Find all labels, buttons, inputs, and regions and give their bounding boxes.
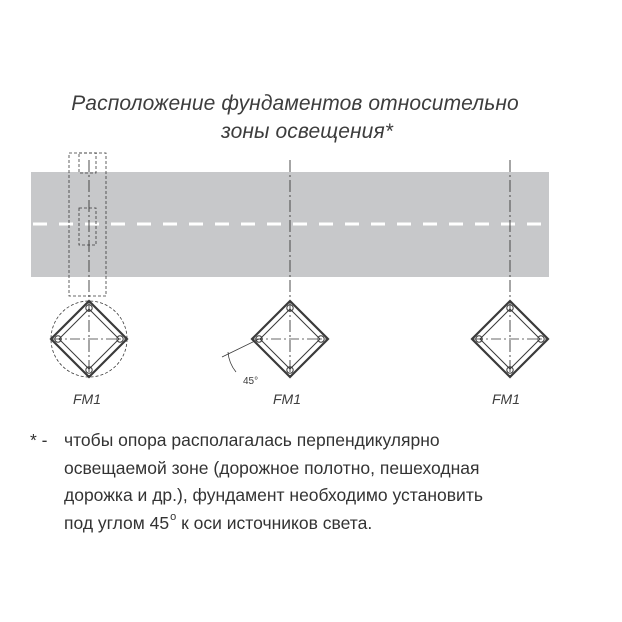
foundation-label-right: FM1 bbox=[492, 391, 520, 407]
foundation-label-left: FM1 bbox=[73, 391, 101, 407]
diagram-title-line-2: зоны освещения* bbox=[220, 120, 394, 143]
footnote-line-2: освещаемой зоне (дорожное полотно, пешеходная bbox=[64, 458, 480, 478]
footnote-marker: * - bbox=[30, 430, 48, 450]
footnote-line-4-end: к оси источников света. bbox=[176, 513, 373, 533]
footnote-line-3: дорожка и др.), фундамент необходимо установить bbox=[64, 485, 483, 505]
diagram-title-line-1: Расположение фундаментов относительно bbox=[71, 92, 519, 115]
footnote-line-1: чтобы опора располагалась перпендикулярно bbox=[64, 430, 440, 450]
footnote-line-4 bbox=[64, 510, 372, 541]
footnote-line-4-start: под углом 45 bbox=[64, 513, 170, 533]
foundation-center bbox=[222, 301, 328, 377]
degree-sign: o bbox=[170, 511, 177, 523]
angle-label: 45° bbox=[243, 376, 259, 387]
foundation-label-center: FM1 bbox=[273, 391, 301, 407]
